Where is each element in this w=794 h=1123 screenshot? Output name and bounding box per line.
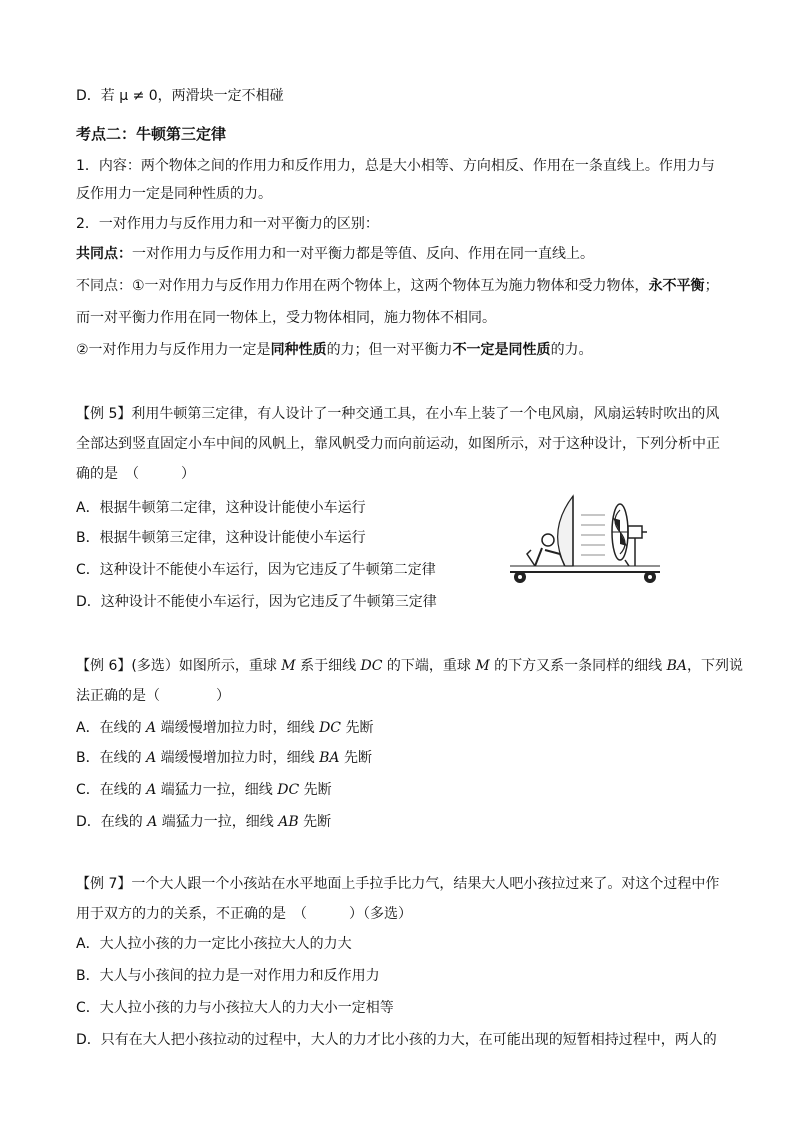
ex6-a-prefix: A．在线的 <box>76 720 147 736</box>
common-label: 共同点： <box>76 246 132 262</box>
ex6-var-m2: M <box>475 658 490 674</box>
example6-line2: 法正确的是（ ） <box>76 688 230 704</box>
never-balanced: 永不平衡 <box>648 278 705 294</box>
ex6-a-mid: 端缓慢增加拉力时，细线 <box>156 720 320 736</box>
ex6-c-suffix: 先断 <box>299 782 332 798</box>
diff3-c: 的力。 <box>550 342 593 358</box>
example7-option-d: D．只有在大人把小孩拉动的过程中，大人的力才比小孩的力大，在可能出现的短暂相持过程中，两人的 <box>76 1032 717 1048</box>
example5-line2: 全部达到竖直固定小车中间的风帆上，靠风帆受力而向前运动，如图所示，对于这种设计，下列分析中正 <box>76 436 720 452</box>
ex6-a-suffix: 先断 <box>341 720 374 736</box>
fan-cart-figure <box>505 490 665 590</box>
ex6-d-mid: 端猛力一拉，细线 <box>157 814 279 830</box>
ex6-a-dc: DC <box>319 720 341 736</box>
ex6-var-m: M <box>281 658 296 674</box>
example7-option-c: C．大人拉小孩的力与小孩拉大人的力大小一定相等 <box>76 1000 394 1016</box>
ex6-d-ab: AB <box>278 814 299 830</box>
ex6-l1a: 【例 6】(多选）如图所示，重球 <box>76 658 282 674</box>
example6-option-d <box>76 812 331 832</box>
content-line-2: 反作用力一定是同种性质的力。 <box>76 186 272 202</box>
difference-point <box>76 276 719 296</box>
example6-option-c <box>76 780 332 800</box>
section-title: 考点二：牛顿第三定律 <box>76 125 227 143</box>
example5-option-c: C．这种设计不能使小车运行，因为它违反了牛顿第二定律 <box>76 562 436 578</box>
example5-option-d: D．这种设计不能使小车运行，因为它违反了牛顿第三定律 <box>76 594 437 610</box>
option-d-previous: D．若 μ ≠ 0，两滑块一定不相碰 <box>76 88 284 104</box>
ex6-var-ba: BA <box>666 658 688 674</box>
ex6-l1d: 的下方又系一条同样的细线 <box>489 658 667 674</box>
diff3-bold1: 同种性质 <box>270 342 327 358</box>
ex6-b-var: A <box>146 750 157 766</box>
example7-line1: 【例 7】一个大人跟一个小孩站在水平地面上手拉手比力气，结果大人吧小孩拉过来了。对这个过程中作 <box>76 876 720 892</box>
difference-text-b: ； <box>704 278 719 294</box>
ex6-b-suffix: 先断 <box>339 750 372 766</box>
example6-line1 <box>76 656 743 676</box>
ex6-l1e: ，下列说 <box>687 658 744 674</box>
example7-option-a: A．大人拉小孩的力一定比小孩拉大人的力大 <box>76 936 352 952</box>
ex6-d-suffix: 先断 <box>298 814 332 830</box>
diff3-b: 的力；但一对平衡力 <box>326 342 453 358</box>
ex6-l1c: 的下端，重球 <box>382 658 476 674</box>
example7-line2: 用于双方的力的关系，不正确的是 （ ）（多选） <box>76 906 412 922</box>
example5-line3: 确的是 （ ） <box>76 466 195 482</box>
example6-option-a <box>76 718 373 738</box>
difference-line-3 <box>76 340 593 360</box>
difference-text-a: ①一对作用力与反作用力作用在两个物体上，这两个物体互为施力物体和受力物体， <box>132 278 649 294</box>
ex6-b-prefix: B．在线的 <box>76 750 147 766</box>
content-line-1: 1．内容：两个物体之间的作用力和反作用力，总是大小相等、方向相反、作用在一条直线上。作用力与 <box>76 158 715 174</box>
ex6-l1b: 系于细线 <box>295 658 361 674</box>
ex6-c-mid: 端猛力一拉，细线 <box>156 782 278 798</box>
ex6-c-prefix: C．在线的 <box>76 782 147 798</box>
diff3-a: ②一对作用力与反作用力一定是 <box>76 342 271 358</box>
common-point <box>76 244 594 264</box>
ex6-var-dc: DC <box>360 658 383 674</box>
diff3-bold2: 不一定是同性质 <box>452 342 551 358</box>
ex6-a-var: A <box>146 720 157 736</box>
ex6-c-var: A <box>146 782 157 798</box>
ex6-d-var: A <box>147 814 158 830</box>
example7-option-b: B．大人与小孩间的拉力是一对作用力和反作用力 <box>76 968 380 984</box>
difference-heading: 2．一对作用力与反作用力和一对平衡力的区别： <box>76 216 379 232</box>
ex6-b-mid: 端缓慢增加拉力时，细线 <box>156 750 320 766</box>
ex6-c-dc: DC <box>277 782 300 798</box>
ex6-d-prefix: D．在线的 <box>76 814 148 830</box>
common-text: 一对作用力与反作用力和一对平衡力都是等值、反向、作用在同一直线上。 <box>132 246 594 262</box>
example6-option-b <box>76 748 372 768</box>
example5-option-a: A．根据牛顿第二定律，这种设计能使小车运行 <box>76 500 366 516</box>
example5-option-b: B．根据牛顿第三定律，这种设计能使小车运行 <box>76 530 366 546</box>
difference-label: 不同点： <box>76 278 132 294</box>
ex6-b-ba: BA <box>319 750 340 766</box>
example5-line1: 【例 5】利用牛顿第三定律，有人设计了一种交通工具，在小车上装了一个电风扇，风扇运转时吹出的风 <box>76 406 720 422</box>
difference-line-2: 而一对平衡力作用在同一物体上，受力物体相同，施力物体不相同。 <box>76 310 496 326</box>
